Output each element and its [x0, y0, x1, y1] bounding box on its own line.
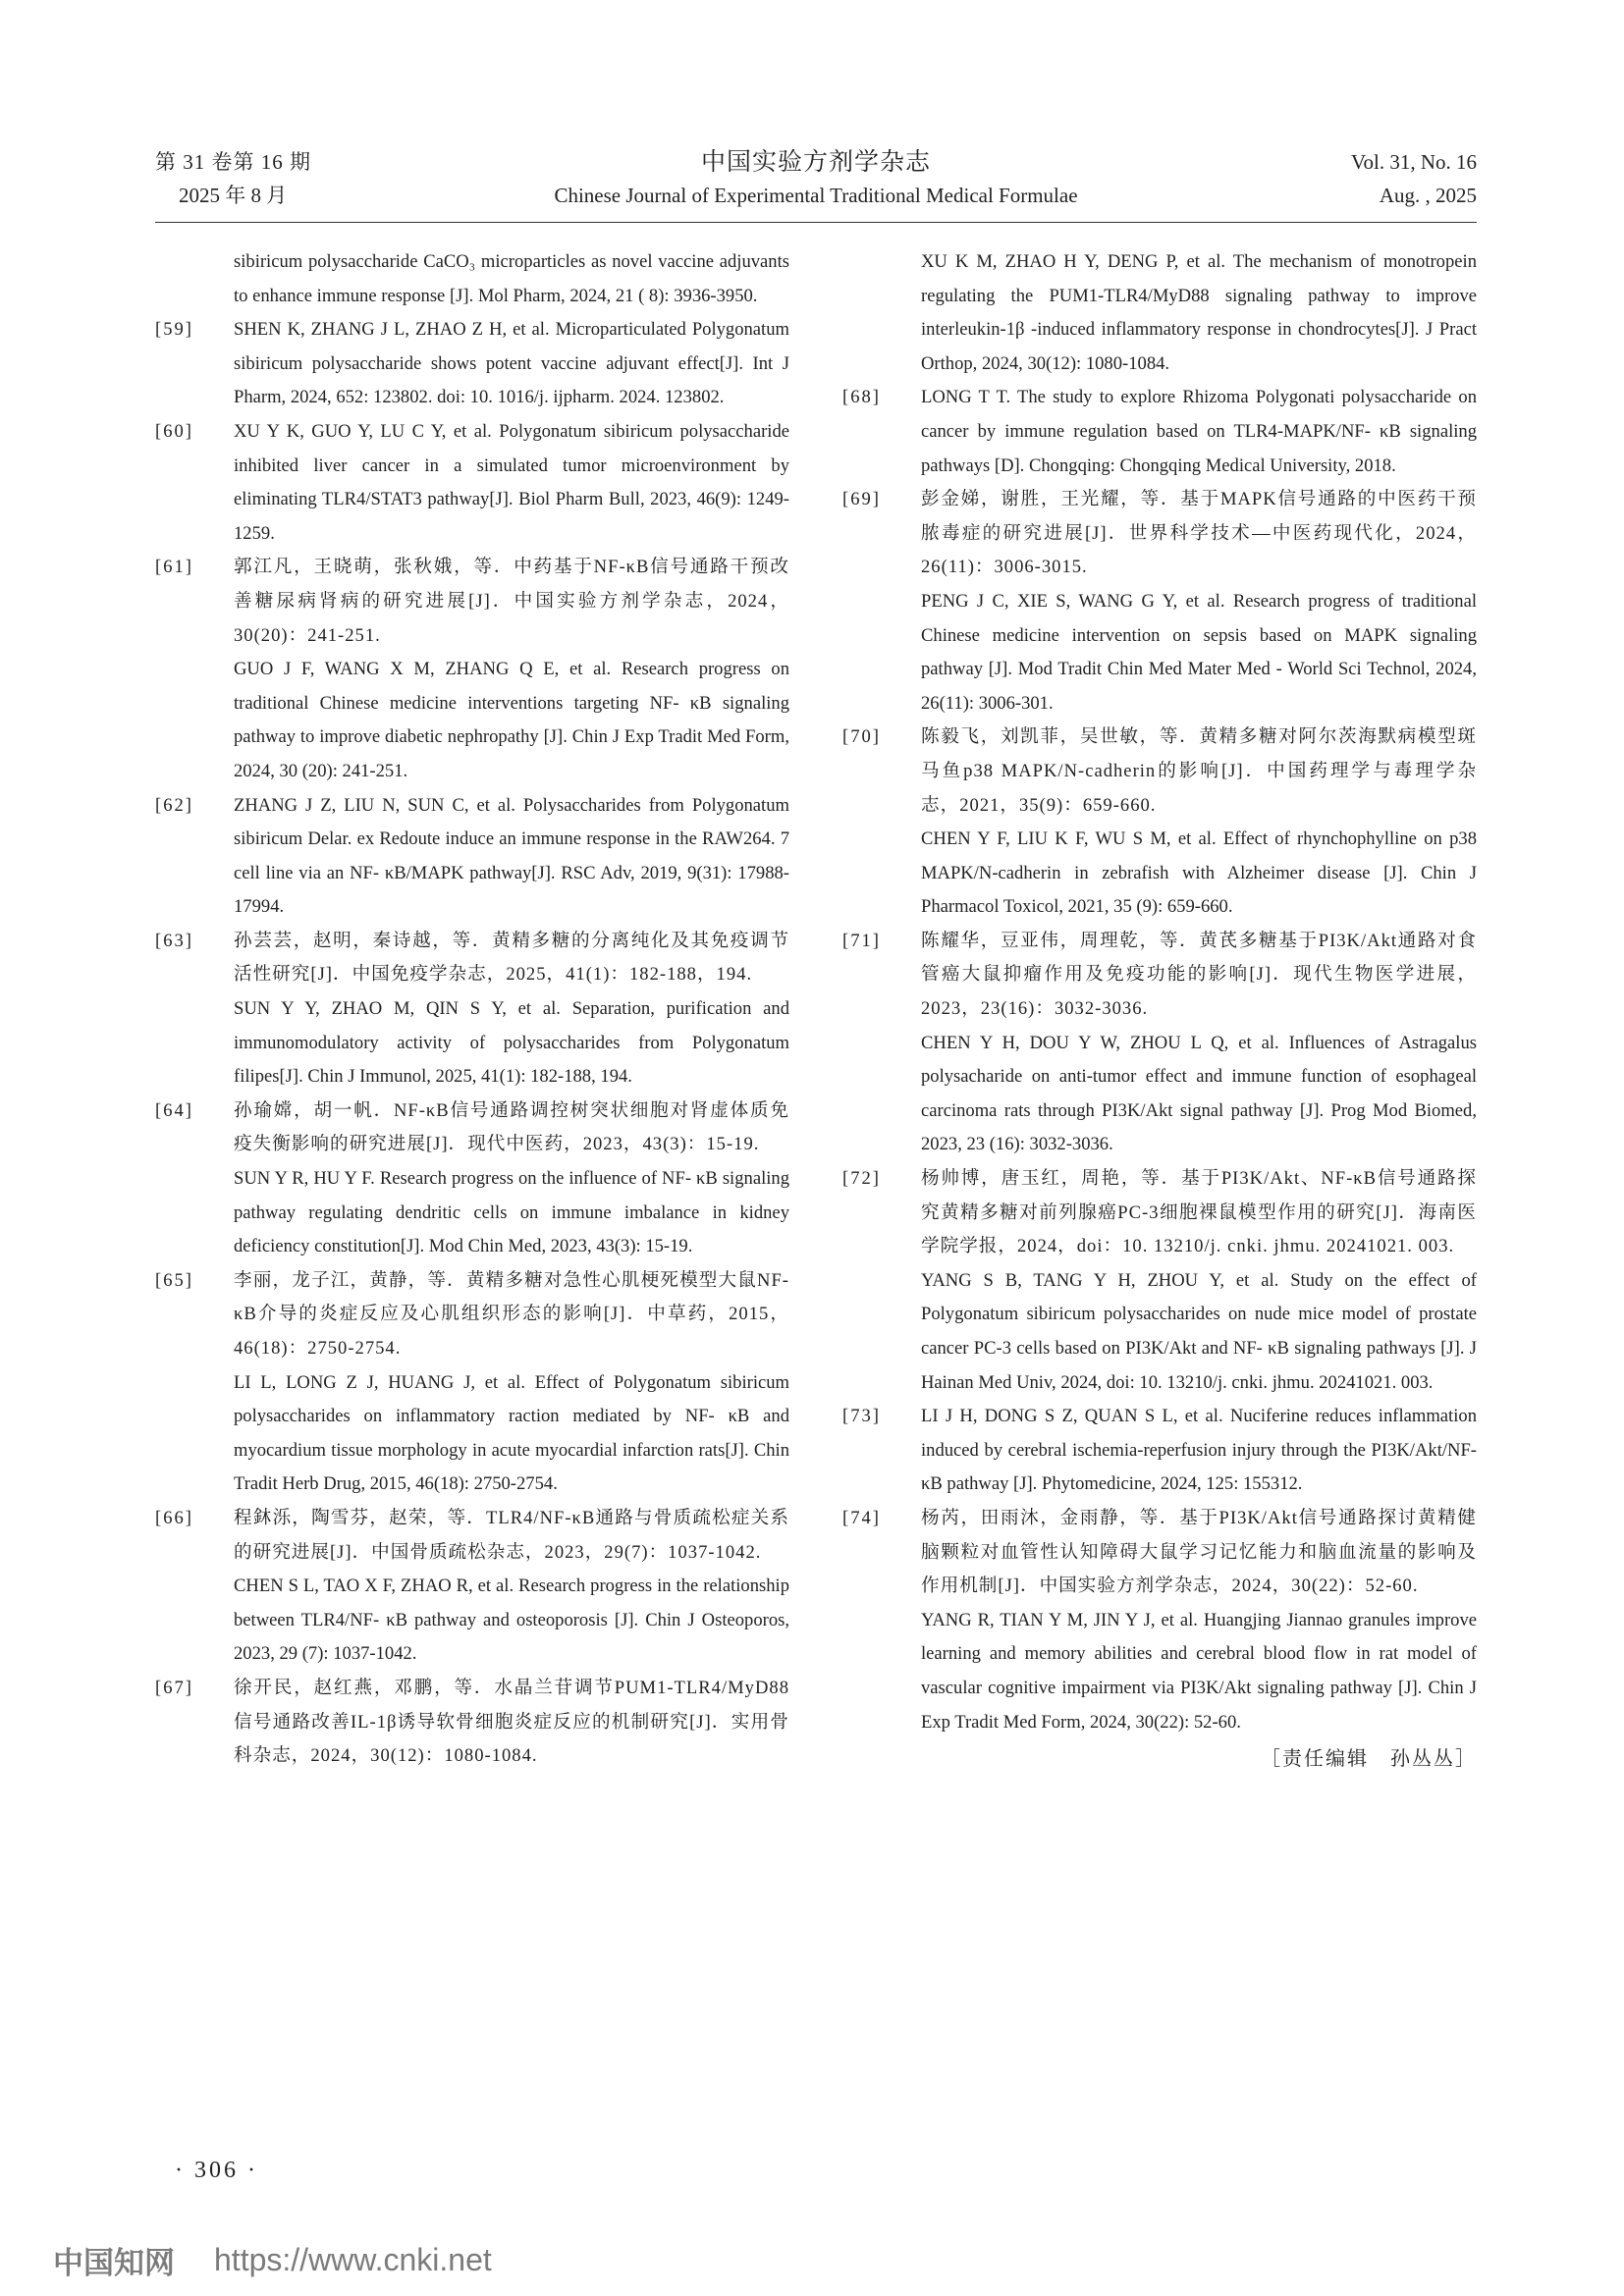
reference-text: 彭金娣，谢胜，王光耀，等．基于MAPK信号通路的中医药干预脓毒症的研究进展[J]．世界科学技术—中医药现代化，2024，26(11)：3006-3015.	[921, 489, 1477, 578]
reference-number: [70]	[842, 726, 881, 748]
reference-text: 孙瑜嫦，胡一帆．NF-κB信号通路调控树突状细胞对肾虚体质免疫失衡影响的研究进展[J]．现代中医药，2023，43(3)：15-19.	[234, 1099, 789, 1155]
volume-en: Vol. 31, No. 16	[1351, 150, 1477, 174]
reference-number: [65]	[155, 1269, 193, 1291]
reference-number: [59]	[155, 319, 193, 341]
reference-item	[842, 1400, 1477, 1502]
reference-text: GUO J F, WANG X M, ZHANG Q E, et al. Research progress on traditional Chinese medicine interventions targeting NF- κB signaling pathway to improve diabetic nephropathy [J]. Chin J Exp Tradit Med Form, 2024, 30 (20): 241-251.	[234, 659, 789, 781]
reference-text: CHEN Y F, LIU K F, WU S M, et al. Effect of rhynchophylline on p38 MAPK/N-cadherin in zebrafish with Alzheimer disease [J]. Chin J Pharmacol Toxicol, 2021, 35 (9): 659-660.	[921, 828, 1477, 918]
reference-number: [61]	[155, 557, 193, 578]
reference-text: SUN Y Y, ZHAO M, QIN S Y, et al. Separation, purification and immunomodulatory activity of polysaccharides from Polygonatum filipes[J]. Chin J Immunol, 2025, 41(1): 182-188, 194.	[234, 998, 789, 1088]
reference-item	[155, 313, 789, 415]
reference-text: 程鈢泺，陶雪芬，赵荣，等．TLR4/NF-κB通路与骨质疏松症关系的研究进展[J]．中国骨质疏松杂志，2023，29(7)：1037-1042.	[234, 1507, 789, 1563]
reference-text: XU K M, ZHAO H Y, DENG P, et al. The mechanism of monotropein regulating the PUM1-TLR4/MyD88 signaling pathway to improve interleukin-1β -induced inflammatory response in chondrocytes[J]. J Pract Orthop, 2024, 30(12): 1080-1084.	[921, 251, 1477, 374]
reference-text: PENG J C, XIE S, WANG G Y, et al. Research progress of traditional Chinese medicine intervention on sepsis based on MAPK signaling pathway [J]. Mod Tradit Chin Med Mater Med - World Sci Technol, 2024, 26(11): 3006-301.	[921, 590, 1477, 714]
reference-item	[842, 1162, 1477, 1400]
reference-text: 郭江凡，王晓萌，张秋娥，等．中药基于NF-κB信号通路干预改善糖尿病肾病的研究进展[J]．中国实验方剂学杂志，2024，30(20)：241-251.	[234, 557, 789, 646]
header-rule	[155, 222, 1477, 223]
journal-title-cn: 中国实验方剂学杂志	[700, 147, 931, 176]
right-column	[842, 245, 1477, 1775]
reference-item	[842, 925, 1477, 1162]
footer-watermark	[53, 2238, 492, 2281]
reference-text: 李丽，龙子江，黄静，等．黄精多糖对急性心肌梗死模型大鼠NF-κB介导的炎症反应及心肌组织形态的影响[J]．中草药，2015，46(18)：2750-2754.	[234, 1269, 789, 1359]
reference-number: [62]	[155, 794, 193, 816]
reference-item	[155, 925, 789, 1095]
reference-number: [74]	[842, 1507, 881, 1528]
reference-text: ZHANG J Z, LIU N, SUN C, et al. Polysaccharides from Polygonatum sibiricum Delar. ex Redoute induce an immune response in the RAW264. 7 cell line via an NF- κB/MAPK pathway[J]. RSC Adv, 2019, 9(31): 17988-17994.	[234, 794, 789, 918]
reference-text: 徐开民，赵红燕，邓鹏，等．水晶兰苷调节PUM1-TLR4/MyD88信号通路改善IL-1β诱导软骨细胞炎症反应的机制研究[J]．实用骨科杂志，2024，30(12)：1080-1084.	[234, 1677, 789, 1767]
reference-item	[842, 1502, 1477, 1739]
reference-text: 杨帅博，唐玉红，周艳，等．基于PI3K/Akt、NF-κB信号通路探究黄精多糖对前列腺癌PC-3细胞裸鼠模型作用的研究[J]．海南医学院学报，2024，doi：10. 13210/j. cnki. jhmu. 20241021. 003.	[921, 1168, 1477, 1257]
reference-item	[842, 381, 1477, 483]
issue-cn: 第 31 卷第 16 期	[155, 150, 311, 174]
reference-text: sibiricum polysaccharide CaCO₃ microparticles as novel vaccine adjuvants to enhance immune response [J]. Mol Pharm, 2024, 21 ( 8): 3936-3950.	[234, 251, 789, 306]
cnki-brand: 中国知网	[53, 2245, 175, 2281]
header-left	[155, 145, 311, 212]
reference-text: SHEN K, ZHANG J L, ZHAO Z H, et al. Microparticulated Polygonatum sibiricum polysaccharide shows potent vaccine adjuvant effect[J]. Int J Pharm, 2024, 652: 123802. doi: 10. 1016/j. ijpharm. 2024. 123802.	[234, 319, 789, 408]
reference-item	[155, 1264, 789, 1502]
reference-text: LI J H, DONG S Z, QUAN S L, et al. Nuciferine reduces inflammation induced by cerebral ischemia-reperfusion injury through the PI3K/Akt/NF- κB pathway [J]. Phytomedicine, 2024, 125: 155312.	[921, 1406, 1477, 1495]
reference-number: [69]	[842, 489, 881, 510]
reference-number: [68]	[842, 387, 881, 408]
header-right	[1351, 145, 1477, 212]
reference-text: YANG R, TIAN Y M, JIN Y J, et al. Huangjing Jiannao granules improve learning and memory abilities and cerebral blood flow in rat model of vascular cognitive impairment via PI3K/Akt signaling pathway [J]. Chin J Exp Tradit Med Form, 2024, 30(22): 52-60.	[921, 1609, 1477, 1733]
responsible-editor: ［责任编辑 孙丛丛］	[1261, 1746, 1477, 1771]
reference-item	[155, 1502, 789, 1672]
reference-number: [71]	[842, 930, 881, 951]
reference-number: [67]	[155, 1677, 193, 1698]
reference-text: 孙芸芸，赵明，秦诗越，等．黄精多糖的分离纯化及其免疫调节活性研究[J]．中国免疫学杂志，2025，41(1)：182-188，194.	[234, 930, 789, 986]
reference-number: [64]	[155, 1099, 193, 1121]
date-cn: 2025 年 8 月	[179, 184, 288, 207]
date-en: Aug. , 2025	[1379, 184, 1477, 207]
reference-number: [73]	[842, 1406, 881, 1427]
header-center	[489, 145, 1143, 212]
page-header	[155, 145, 1477, 228]
reference-text: YANG S B, TANG Y H, ZHOU Y, et al. Study on the effect of Polygonatum sibiricum polysaccharides on nude mice model of prostate cancer PC-3 cells based on PI3K/Akt and NF- κB signaling pathways [J]. J Hainan Med Univ, 2024, doi: 10. 13210/j. cnki. jhmu. 20241021. 003.	[921, 1269, 1477, 1393]
reference-number: [60]	[155, 420, 193, 442]
page-number: · 306 ·	[175, 2158, 258, 2183]
reference-text: 杨芮，田雨沐，金雨静，等．基于PI3K/Akt信号通路探讨黄精健脑颗粒对血管性认知障碍大鼠学习记忆能力和脑血流量的影响及作用机制[J]．中国实验方剂学杂志，2024，30(22)：52-60.	[921, 1507, 1477, 1597]
reference-item	[155, 415, 789, 551]
reference-number: [66]	[155, 1507, 193, 1528]
reference-item	[842, 483, 1477, 721]
journal-title-en: Chinese Journal of Experimental Traditional Medical Formulae	[554, 184, 1078, 207]
reference-item	[155, 551, 789, 788]
reference-text: CHEN Y H, DOU Y W, ZHOU L Q, et al. Influences of Astragalus polysacharide on anti-tumor effect and immune function of esophageal carcinoma rats through PI3K/Akt signal pathway [J]. Prog Mod Biomed, 2023, 23 (16): 3032-3036.	[921, 1032, 1477, 1155]
reference-text: 陈耀华，豆亚伟，周理乾，等．黄芪多糖基于PI3K/Akt通路对食管癌大鼠抑瘤作用及免疫功能的影响[J]．现代生物医学进展，2023，23(16)：3032-3036.	[921, 930, 1477, 1020]
reference-number: [63]	[155, 930, 193, 951]
left-column	[155, 245, 789, 1774]
reference-continuation	[842, 245, 1477, 381]
reference-number: [72]	[842, 1168, 881, 1190]
reference-text: 陈毅飞，刘凯菲，吴世敏，等．黄精多糖对阿尔茨海默病模型斑马鱼p38 MAPK/N-cadherin的影响[J]．中国药理学与毒理学杂志，2021，35(9)：659-660.	[921, 726, 1477, 816]
reference-text: CHEN S L, TAO X F, ZHAO R, et al. Research progress in the relationship between TLR4/NF- κB pathway and osteoporosis [J]. Chin J Osteoporos, 2023, 29 (7): 1037-1042.	[234, 1575, 789, 1665]
reference-text: SUN Y R, HU Y F. Research progress on the influence of NF- κB signaling pathway regulating dendritic cells on immune imbalance in kidney deficiency constitution[J]. Mod Chin Med, 2023, 43(3): 15-19.	[234, 1168, 789, 1257]
reference-item	[155, 789, 789, 925]
reference-text: LI L, LONG Z J, HUANG J, et al. Effect of Polygonatum sibiricum polysaccharides on inflammatory raction mediated by NF- κB and myocardium tissue morphology in acute myocardial infarction rats[J]. Chin Tradit Herb Drug, 2015, 46(18): 2750-2754.	[234, 1371, 789, 1495]
reference-item	[155, 1672, 789, 1774]
reference-text: XU Y K, GUO Y, LU C Y, et al. Polygonatum sibiricum polysaccharide inhibited liver cancer in a simulated tumor microenvironment by eliminating TLR4/STAT3 pathway[J]. Biol Pharm Bull, 2023, 46(9): 1249-1259.	[234, 420, 789, 544]
reference-item	[155, 1095, 789, 1264]
reference-continuation	[155, 245, 789, 313]
reference-item	[842, 721, 1477, 925]
reference-text: LONG T T. The study to explore Rhizoma Polygonati polysaccharide on cancer by immune regulation based on TLR4-MAPK/NF- κB signaling pathways [D]. Chongqing: Chongqing Medical University, 2018.	[921, 387, 1477, 476]
cnki-url[interactable]: https://www.cnki.net	[214, 2241, 492, 2277]
